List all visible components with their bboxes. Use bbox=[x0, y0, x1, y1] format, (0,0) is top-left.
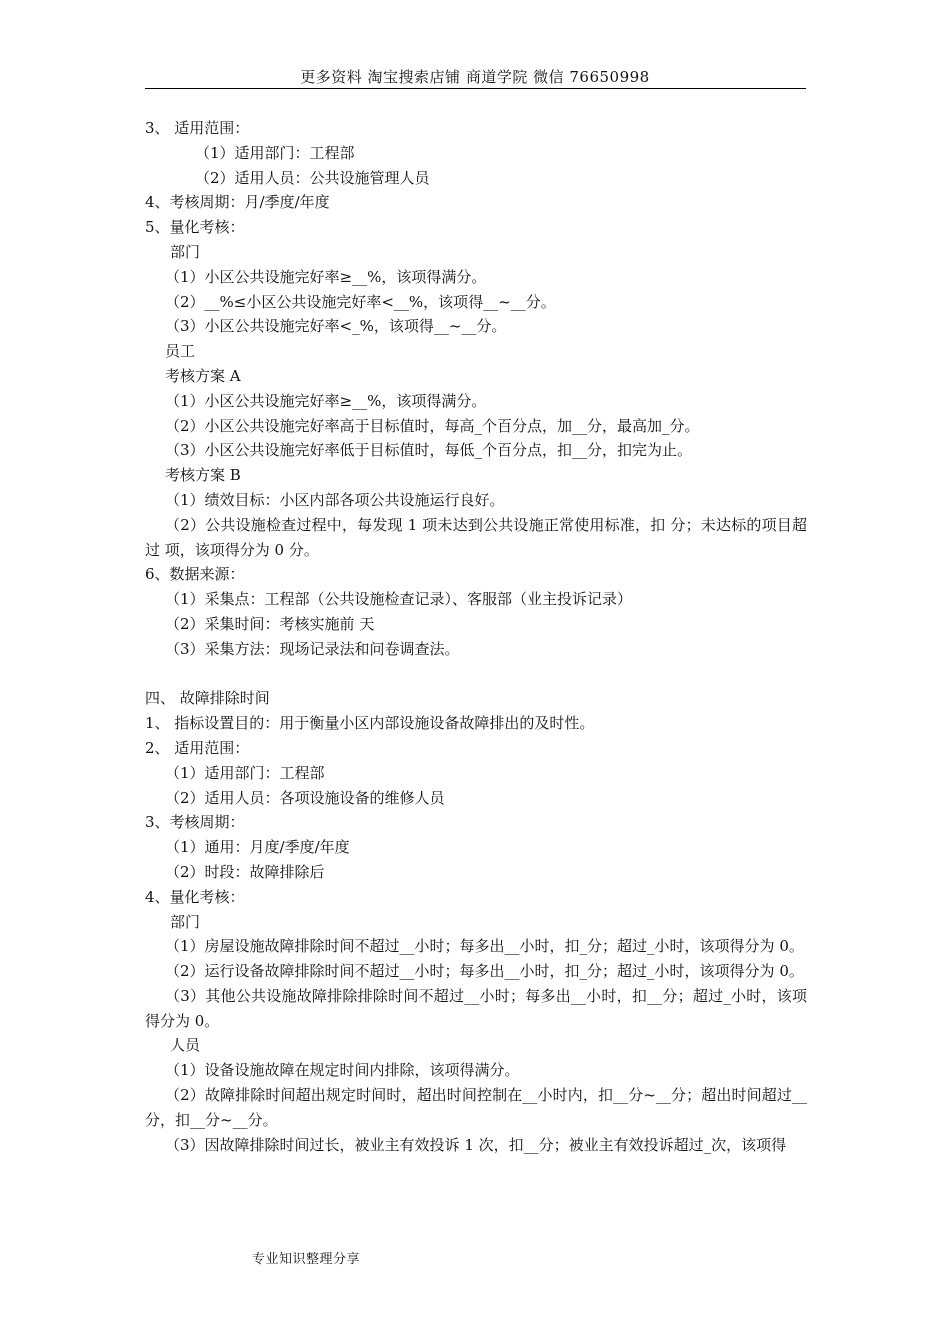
dept-rule-1: （1）小区公共设施完好率≥__%，该项得满分。 bbox=[165, 267, 487, 286]
plan-a-rule-3: （3）小区公共设施完好率低于目标值时，每低_个百分点，扣__分，扣完为止。 bbox=[165, 441, 693, 460]
plan-a-rule-2: （2）小区公共设施完好率高于目标值时，每高_个百分点，加__分，最高加_分。 bbox=[165, 416, 700, 435]
personnel-label: 人员 bbox=[170, 1036, 201, 1055]
plan-a-label: 考核方案 A bbox=[165, 366, 241, 385]
quantified-assessment-heading-2: 4、量化考核： bbox=[145, 887, 245, 906]
plan-a-rule-1: （1）小区公共设施完好率≥__%，该项得满分。 bbox=[165, 391, 487, 410]
department-label-2: 部门 bbox=[170, 912, 201, 931]
dept-fault-rule-3 bbox=[145, 984, 807, 1034]
cycle-period: （2）时段：故障排除后 bbox=[165, 862, 325, 881]
dept-fault-rule-3-text: （3）其他公共设施故障排除排除时间不超过__小时；每多出__小时，扣__分；超过_小时，该项得分为 0。 bbox=[145, 986, 807, 1030]
blank-line bbox=[145, 662, 807, 687]
cycle-general: （1）通用：月度/季度/年度 bbox=[165, 838, 350, 857]
scope-personnel: （2）适用人员：公共设施管理人员 bbox=[195, 168, 430, 187]
indicator-purpose: 1、 指标设置目的：用于衡量小区内部设施设备故障排出的及时性。 bbox=[145, 714, 595, 733]
section-scope-heading: 3、 适用范围： bbox=[145, 119, 250, 137]
dept-fault-rule-2-text: （2）运行设备故障排除时间不超过__小时；每多出__小时，扣_分；超过_小时，该项得分为 0。 bbox=[165, 962, 804, 981]
department-label: 部门 bbox=[170, 242, 201, 261]
dept-fault-rule-1-text: （1）房屋设施故障排除时间不超过__小时；每多出__小时，扣_分；超过_小时，该项得分为 0。 bbox=[165, 937, 804, 956]
data-collection-point: （1）采集点：工程部（公共设施检查记录）、客服部（业主投诉记录） bbox=[165, 590, 633, 609]
assessment-cycle-heading: 3、考核周期： bbox=[145, 813, 245, 832]
assessment-cycle: 4、考核周期：月/季度/年度 bbox=[145, 193, 330, 212]
plan-b-rule-2 bbox=[145, 513, 807, 563]
document-body bbox=[145, 116, 807, 1157]
dept-fault-rule-2 bbox=[145, 959, 807, 984]
scope-department: （1）适用部门：工程部 bbox=[195, 143, 355, 162]
data-source-heading: 6、数据来源： bbox=[145, 565, 245, 584]
scope-department-2: （1）适用部门：工程部 bbox=[165, 763, 325, 782]
personnel-rule-2-text: （2）故障排除时间超出规定时间时，超出时间控制在__小时内，扣__分~__分；超出时间超过__分，扣__分~__分。 bbox=[145, 1086, 807, 1129]
page-footer: 专业知识整理分享 bbox=[252, 1252, 361, 1267]
personnel-rule-3: （3）因故障排除时间过长，被业主有效投诉 1 次，扣__分；被业主有效投诉超过_次，该项得 bbox=[165, 1135, 787, 1154]
dept-rule-3: （3）小区公共设施完好率<_%，该项得__~__分。 bbox=[165, 317, 507, 336]
data-collection-time: （2）采集时间：考核实施前 天 bbox=[165, 614, 375, 633]
dept-fault-rule-1 bbox=[145, 934, 807, 959]
personnel-rule-1: （1）设备设施故障在规定时间内排除，该项得满分。 bbox=[165, 1061, 520, 1080]
plan-b-rule-1: （1）绩效目标：小区内部各项公共设施运行良好。 bbox=[165, 490, 505, 509]
scope-personnel-2: （2）适用人员：各项设施设备的维修人员 bbox=[165, 788, 445, 807]
plan-b-rule-2-text: （2）公共设施检查过程中，每发现 1 项未达到公共设施正常使用标准，扣 分；未达标的项目超过 项，该项得分为 0 分。 bbox=[145, 515, 807, 559]
page-header: 更多资料 淘宝搜索店铺 商道学院 微信 76650998 bbox=[300, 68, 650, 86]
dept-rule-2: （2）__%≤小区公共设施完好率<__%，该项得__~__分。 bbox=[165, 292, 556, 311]
section-four-heading: 四、 故障排除时间 bbox=[145, 689, 270, 708]
header-rule bbox=[145, 88, 806, 89]
quantified-assessment-heading: 5、量化考核： bbox=[145, 218, 245, 237]
staff-label: 员工 bbox=[165, 342, 196, 361]
data-collection-method: （3）采集方法：现场记录法和问卷调查法。 bbox=[165, 639, 460, 658]
scope-heading-2: 2、 适用范围： bbox=[145, 738, 250, 757]
plan-b-label: 考核方案 B bbox=[165, 466, 241, 485]
personnel-rule-2 bbox=[145, 1083, 807, 1133]
